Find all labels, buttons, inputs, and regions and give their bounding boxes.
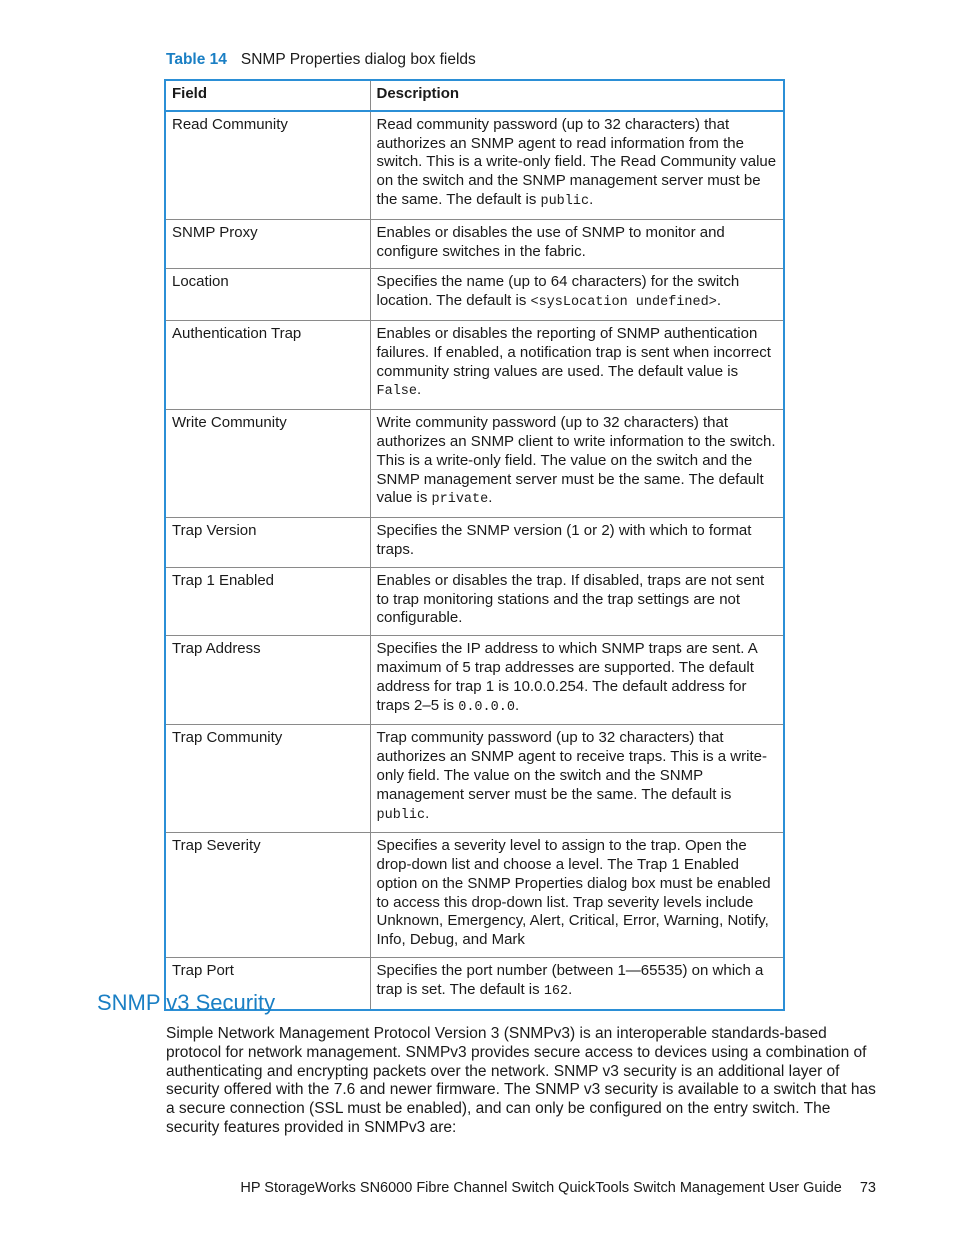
table-row — [166, 410, 783, 518]
table-body — [166, 111, 783, 1009]
description-cell — [370, 518, 783, 568]
description-end: . — [425, 804, 430, 822]
description-cell — [370, 725, 783, 833]
description-cell — [370, 410, 783, 518]
table-row — [166, 518, 783, 568]
field-cell: SNMP Proxy — [166, 219, 370, 269]
default-value-code: private — [431, 492, 489, 508]
field-cell: Authentication Trap — [166, 320, 370, 409]
default-value-code: False — [376, 384, 418, 400]
field-cell: Write Community — [166, 410, 370, 518]
description-text: Enables or disables the use of SNMP to monitor and configure switches in the fabric. — [376, 223, 725, 260]
default-value-code: public — [376, 807, 426, 823]
description-end: . — [589, 190, 594, 208]
section-heading: SNMP v3 Security — [97, 990, 276, 1015]
section-body: Simple Network Management Protocol Version 3 (SNMPv3) is an interoperable standards-based protocol for network management. SNMPv3 provides secure access to devices using a combination of authenticating and encrypting packets over the network. SNMP v3 security is an additional layer of security offered with the 7.6 and newer firmware. The SNMP v3 security is available to a switch that has a secure connection (SSL must be enabled), and can only be configured on the entry switch. The security features provided in SNMPv3 are: — [166, 1025, 876, 1136]
field-cell: Trap Version — [166, 518, 370, 568]
field-cell: Read Community — [166, 111, 370, 219]
description-end: . — [568, 980, 573, 998]
field-cell: Trap Severity — [166, 833, 370, 958]
table-header-row — [166, 81, 783, 111]
description-text: Write community password (up to 32 characters) that authorizes an SNMP client to write information to the switch. This is a write-only field. The value on the switch and the SNMP management server must be the same. The default value is — [376, 414, 776, 507]
footer-title: HP StorageWorks SN6000 Fibre Channel Switch QuickTools Switch Management User Guide — [240, 1180, 842, 1196]
field-cell: Trap Address — [166, 636, 370, 725]
description-cell — [370, 833, 783, 958]
default-value-code: <sysLocation undefined> — [530, 295, 717, 311]
table-row — [166, 269, 783, 321]
description-end: . — [417, 381, 422, 399]
fields-table — [166, 81, 783, 1009]
description-end: . — [716, 292, 721, 310]
description-text: Trap community password (up to 32 characters) that authorizes an SNMP agent to receive traps. This is a write-only field. The value on the switch and the SNMP management server must be the same. The default is — [376, 729, 767, 803]
description-end: . — [488, 489, 493, 507]
snmp-properties-table — [164, 79, 785, 1011]
table-row — [166, 111, 783, 219]
description-text: Specifies the SNMP version (1 or 2) with which to format traps. — [376, 522, 752, 558]
field-cell: Trap Community — [166, 725, 370, 833]
description-cell — [370, 219, 783, 269]
description-cell — [370, 111, 783, 219]
description-text: Specifies the IP address to which SNMP traps are sent. A maximum of 5 trap addresses are supported. The default address for trap 1 is 10.0.0.254. The default address for traps 2–5 is — [376, 640, 757, 714]
page-number: 73 — [859, 1180, 876, 1196]
description-text: Enables or disables the trap. If disabled, traps are not sent to trap monitoring stations and the trap settings are not configurable. — [376, 571, 765, 627]
description-cell — [370, 567, 783, 635]
description-text: Specifies the port number (between 1—65535) on which a trap is set. The default is — [376, 962, 764, 998]
default-value-code: 162 — [543, 983, 569, 999]
description-cell — [370, 269, 783, 321]
field-cell: Location — [166, 269, 370, 321]
description-text: Specifies a severity level to assign to the trap. Open the drop-down list and choose a level. The Trap 1 Enabled option on the SNMP Properties dialog box must be enabled to access this drop-down list. Trap severity levels include Unknown, Emergency, Alert, Critical, Error, Warning, Notify, Info, Debug, and Mark — [376, 837, 771, 949]
table-row — [166, 320, 783, 409]
default-value-code: public — [540, 193, 590, 209]
field-cell: Trap Port — [166, 958, 370, 1009]
header-description: Description — [370, 81, 783, 111]
table-caption-title: SNMP Properties dialog box fields — [240, 51, 476, 68]
table-caption — [166, 51, 476, 69]
table-row — [166, 567, 783, 635]
table-row — [166, 636, 783, 725]
description-text: Enables or disables the reporting of SNMP authentication failures. If enabled, a notification trap is sent when incorrect community string values are used. The default value is — [376, 324, 771, 380]
table-row — [166, 725, 783, 833]
description-text: Read community password (up to 32 characters) that authorizes an SNMP agent to read information from the switch. This is a write-only field. The Read Community value on the switch and the SNMP management server must be the same. The default is — [376, 115, 777, 208]
table-row — [166, 833, 783, 958]
description-cell — [370, 320, 783, 409]
description-end: . — [514, 696, 520, 714]
table-caption-label: Table 14 — [166, 51, 227, 68]
field-cell: Trap 1 Enabled — [166, 567, 370, 635]
description-text: Specifies the name (up to 64 characters) for the switch location. The default is — [376, 273, 740, 310]
header-field: Field — [166, 81, 370, 111]
description-cell — [370, 636, 783, 725]
description-cell — [370, 958, 783, 1009]
table-row — [166, 219, 783, 269]
default-value-code: 0.0.0.0 — [458, 699, 515, 715]
page-footer — [240, 1180, 876, 1196]
